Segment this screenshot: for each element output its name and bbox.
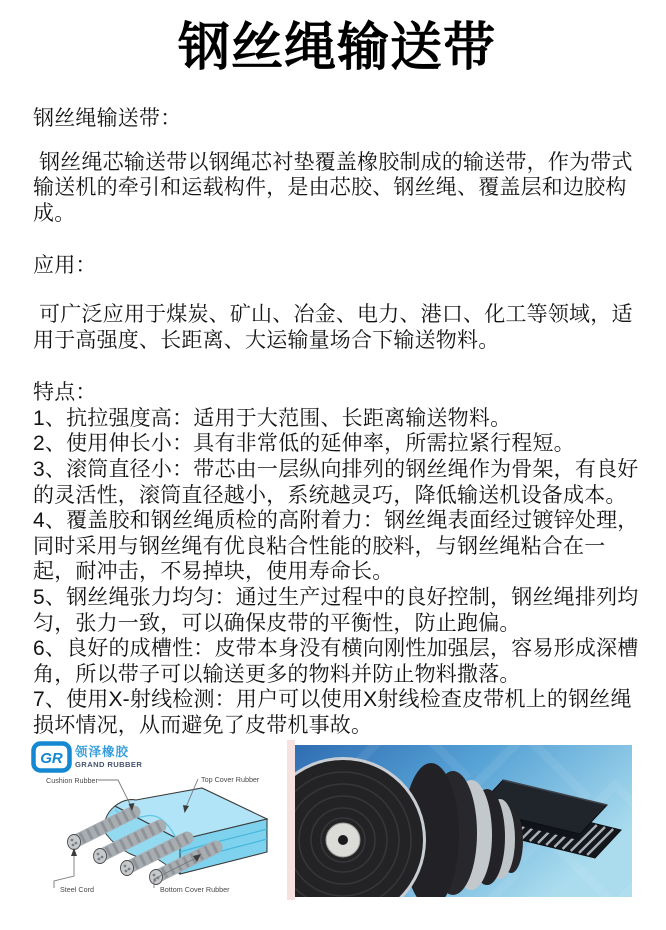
feature-item: 2、使用伸长小：具有非常低的延伸率，所需拉紧行程短。 xyxy=(33,432,575,456)
logo-name-en: GRAND RUBBER xyxy=(75,760,143,770)
gr-logo-initials: GR xyxy=(40,750,63,768)
intro-heading: 钢丝绳输送带： xyxy=(33,107,182,130)
application-paragraph: 可广泛应用于煤炭、矿山、冶金、电力、港口、化工等领域，适用于高强度、长距离、大运输量场合下输送物料。 xyxy=(33,302,633,352)
feature-item: 4、覆盖胶和钢丝绳质检的高附着力：钢丝绳表面经过镀锌处理，同时采用与钢丝绳有优良粘合性能的胶料，与钢丝绳粘合在一起，耐冲击，不易掉块，使用寿命长。 xyxy=(33,509,639,584)
svg-text:Steel Cord: Steel Cord xyxy=(60,885,94,895)
belt-rolls-photo xyxy=(295,745,632,897)
belt-structure-diagram xyxy=(30,740,295,900)
feature-item: 5、钢丝绳张力均匀：通过生产过程中的良好控制，钢丝绳排列均匀，张力一致，可以确保皮带的平衡性，防止跑偏。 xyxy=(33,585,639,635)
svg-text:Top Cover Rubber: Top Cover Rubber xyxy=(201,775,260,785)
features-heading: 特点： xyxy=(33,381,97,405)
grand-rubber-logo xyxy=(34,744,143,771)
label-steel-cord xyxy=(54,848,94,894)
feature-item: 1、抗拉强度高：适用于大范围、长距离输送物料。 xyxy=(33,406,512,430)
feature-item: 3、滚筒直径小：带芯由一层纵向排列的钢丝绳作为骨架，有良好的灵活性，滚筒直径越小，系统越灵巧，降低输送机设备成本。 xyxy=(33,457,639,507)
page-title: 钢丝绳输送带 xyxy=(177,19,496,77)
intro-paragraph: 钢丝绳芯输送带以钢绳芯衬垫覆盖橡胶制成的输送带，作为带式输送机的牵引和运载构件，是由芯胶、钢丝绳、覆盖层和边胶构成。 xyxy=(33,150,633,225)
feature-item: 7、使用X-射线检测：用户可以使用X射线检查皮带机上的钢丝绳损坏情况，从而避免了皮带机事故。 xyxy=(33,688,632,737)
svg-text:Cushion Rubber: Cushion Rubber xyxy=(46,776,98,786)
diagram-edge-strip xyxy=(287,740,295,900)
svg-text:Bottom Cover Rubber: Bottom Cover Rubber xyxy=(160,885,230,895)
application-heading: 应用： xyxy=(33,254,97,278)
logo-name-cn: 领泽橡胶 xyxy=(75,745,130,760)
images-row xyxy=(30,740,666,900)
feature-item: 6、良好的成槽性：皮带本身没有横向刚性加强层，容易形成深槽角，所以带子可以输送更多的物料并防止物料撒落。 xyxy=(33,637,639,686)
